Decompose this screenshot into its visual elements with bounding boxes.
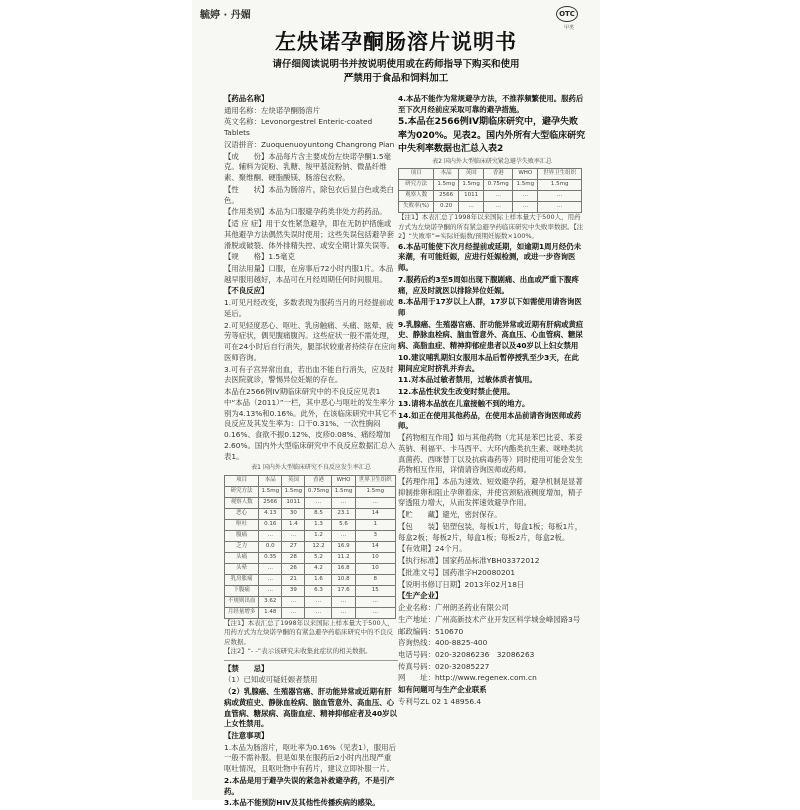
right2-paragraph: 企业名称：广州朗圣药业有限公司 [398,603,509,613]
left-paragraph: 3.可有子宫异常出血，若出血不能自行消失，应及时去医院就诊，警惕异位妊娠的存在。 [224,364,394,385]
right-paragraph: 4.本品不能作为常规避孕方法，不推荐频繁使用。服药后至下次月经前应采取可靠的避孕措施。 [398,94,584,114]
left-paragraph: 【适 应 症】用于女性紧急避孕，即在无防护措施或其他避孕方法偶然失误时使用；这些失误包括避孕套滑脱或破裂、体外排精失控、或安全期计算失误等。 [224,219,394,250]
adverse-reaction-table: 项目 本品 英国 香港 WHO 世界卫生组织 研究方法 1.5mg 1.5mg 0.75mg 1.5mg 1.5mg 观察人数 2566 1011 … … … 恶心 4.13 30 8.5 23.1 14 呕吐 0.16 1.4 1.3 5.6 1 腹痛 … … 1.2 … 3 乏力 0.0 27 12.2 16.9 14 头痛 0.35 28 5.2 11.2 10 头晕 … 26 4.2 16.8 10 乳房胀痛 … 21 1.6 10.8 8 下腹痛 … 39 6.3 17.6 15 不规则出血 3.62 … … … … 月经量增多 1.48 … … … … [224,475,396,619]
right2-paragraph: 【生产企业】 [398,591,443,601]
table2-note: 【注1】本表汇总了1998年以来国际上样本量大于500人，用药方式为左炔诺孕酮的所有紧急避孕药临床研究中失败率数据。【注2】“失败率”=实际妊娠数/预期妊娠数×100%。 [398,213,584,241]
right2-paragraph: 【药物相互作用】如与其他药物（尤其是苯巴比妥、苯妥英钠、利福平、卡马西平、大环内酯类抗生素、咪唑类抗真菌药、西咪替丁以及抗病毒药等）同时使用可能会发生药物相互作用，详情请咨询医师或药师。 [398,433,583,475]
table2-caption: 表2 国内外大型临床研究紧急避孕失败率汇总 [432,157,552,165]
right2-paragraph: 专利号ZL 02 1 48956.4 [398,696,482,706]
right-paragraph: 5.本品在2566例IV期临床研究中，避孕失败率为020%。见表2。国内外所有大型临床研究中失利率数据也汇总入表2 [398,117,586,154]
right2-paragraph: 10.建议哺乳期妇女服用本品后暂停授乳至少3天，在此期间应定时挤乳并弃去。 [398,352,579,373]
left-paragraph: 英文名称：Levonorgestrel Enteric-coated Tablets [224,117,373,138]
right2-paragraph: 邮政编码：510670 [398,626,464,636]
left-paragraph: 2.可见轻度恶心、呕吐、乳房触痛、头痛、眩晕、疲劳等症状，偶见腹痛腹泻。这些症状一般不需处理，可在24小时后自行消失，腿部状较重者持续存在应向医师咨询。 [224,320,397,362]
otc-class: 甲类 [564,25,575,31]
subtitle-line-2: 严禁用于食品和饲料加工 [343,73,449,84]
right2-paragraph: 13.请将本品放在儿童接触不到的地方。 [398,398,530,408]
left-paragraph: 【不良反应】 [224,286,269,296]
right2-paragraph: 【执行标准】国家药品标准YBH03372012 [398,556,540,566]
left2-paragraph: 2.本品是用于避孕失误的紧急补救避孕药，不是引产药。 [224,775,395,796]
left-paragraph: 本品在2566例IV期临床研究中的不良反应见表1中“本品（2011）”一栏，其中恶心与呕吐的发生率分别为4.13%和0.16%。此外，在该临床研究中其它不良反应及其发生率为：口干0.31%、一次性胸闷0.16%、食欲不振0.12%、皮疹0.08%、痛经增加2.60%。国内外大型临床研究中不良反应数据汇总入表1。 [224,387,397,461]
right2-paragraph: 11.对本品过敏者禁用，过敏体质者慎用。 [398,375,537,385]
left-paragraph: 1.可见月经改变，多数表现为服药当月的月经提前或延后。 [224,298,394,318]
left2-paragraph: （1）已知或可疑妊娠者禁用 [224,675,318,685]
right2-paragraph: 网 址：http://www.regenex.com.cn [398,673,537,683]
right2-paragraph: 12.本品性状发生改变时禁止使用。 [398,387,515,397]
left-column [224,94,398,810]
right2-paragraph: 【药理作用】本品为速效、短效避孕药，避孕机制是显著抑制排卵和阻止孕卵着床，并使宫颈粘液稠度增加，精子穿透阻力增大，从而发挥速效避孕作用。 [398,476,583,508]
left-paragraph: 通用名称：左炔诺孕酮肠溶片 [224,105,321,115]
left2-paragraph: 【注意事项】 [224,731,269,741]
right2-paragraph: 【贮 藏】避光，密封保存。 [398,510,502,520]
left-paragraph: 汉语拼音：Zuoquenuoyuntong Changrong Pian [224,139,395,149]
left-paragraph: 【药品名称】 [224,94,269,103]
left-paragraph: 【规 格】1.5毫克 [224,252,295,262]
right2-paragraph: 9.乳腺癌、生殖器官癌、肝功能异常或近期有肝病或黄疸史、静脉血栓病、脑血管意外、高血压、心血管病、糖尿病、高脂血症、精神抑郁症患者以及40岁以上妇女禁用 [398,319,584,351]
right2-paragraph: 传真号码：020-32085227 [398,661,490,671]
right2-paragraph: 【说明书修订日期】2013年02月18日 [398,579,525,589]
table1-note-2: 【注2】“- -”表示该研究未收集此症状的相关数据。 [224,647,372,656]
right2-paragraph: 【批准文号】国药准字H20080201 [398,567,516,577]
subtitle-line-1: 请仔细阅读说明书并按说明使用或在药师指导下购买和使用 [272,59,520,70]
page-title: 左炔诺孕酮肠溶片说明书 [275,30,517,54]
right2-paragraph: 生产地址：广州高新技术产业开发区科学城金峰园路3号 [398,614,581,624]
right-column [398,94,586,709]
left2-paragraph: 【禁 忌】 [224,663,269,673]
left-paragraph: 【性 状】本品为肠溶片，除包衣后显白色或类白色。 [224,184,394,205]
right2-paragraph: 【有效期】24个月。 [398,544,467,554]
left-paragraph: 【用法用量】口服，在房事后72小时内服1片。本品越早服用越好，本品可在月经周期任何时间服用。 [224,264,394,284]
right2-paragraph: 【包 装】铝塑包装，每板1片，每盒1板；每板1片，每盒2板；每板2片，每盒1板；每板2片，每盒2板。 [398,521,583,542]
right2-paragraph: 14.如正在使用其他药品，在使用本品前请咨询医师或药师。 [398,410,582,431]
right2-paragraph: 如有问题可与生产企业联系 [398,685,487,695]
right2-paragraph: 6.本品可能使下次月经提前或延期，如逾期1周月经仍未来潮，有可能妊娠，应进行妊娠检测，或进一步咨询医师。 [398,241,582,273]
right2-paragraph: 7.服药后约3至5周如出现下腹剧痛、出血或严重下腹疼痛，应及时就医以排除异位妊娠。 [398,274,579,295]
right2-paragraph: 8.本品用于17岁以上人群，17岁以下如需使用请咨询医师 [398,297,582,317]
table1-note-1: 【注1】本表汇总了1998年以来国际上样本量大于500人，用药方式为左炔诺孕酮的有紧急避孕药临床研究中的不良反应数据。 [224,618,394,646]
table1-caption: 表1 国内外大型临床研究不良反应发生率汇总 [251,464,371,472]
left2-paragraph: 3.本品不能预防HIV及其他性传播疾病的感染。 [224,798,380,808]
right2-paragraph: 电话号码：020-32086236 32086263 [398,650,535,659]
left-paragraph: 【成 份】本品每片含主要成份左炔诺孕酮1.5毫克。辅料为淀粉、乳糖、羧甲基淀粉钠、微晶纤维素、聚维酮、硬脂酸镁、肠溶包衣粉。 [224,151,391,183]
left2-paragraph: （2）乳腺癌、生殖器官癌、肝功能异常或近期有肝病或黄疸史、静脉血栓病、脑血管意外、高血压、心血管病、糖尿病、高脂血症、精神抑郁症者及40岁以上女性禁用。 [224,687,397,729]
otc-badge: OTC [556,6,578,22]
divider [224,660,398,661]
left-paragraph: 【作用类别】本品为口服避孕药类非处方药药品。 [224,207,387,217]
left2-paragraph: 1.本品为肠溶片，呕吐率为0.16%（见表1），服用后一般不需补服。但是如果在服药后2小时内出现严重呕吐情况，且呕吐物中有药片，建议立即补服一片。 [224,742,396,774]
right2-paragraph: 咨询热线：400-8825-400 [398,638,488,648]
brand-logo: 毓婷 · 丹媚 [200,10,251,21]
failure-rate-table: 项目 本品 英国 香港 WHO 世界卫生组织 研究方法 1.5mg 1.5mg 0.75mg 1.5mg 1.5mg 观察人数 2566 1011 … … … 失败率(%) 0.20 … … … … [398,168,582,213]
